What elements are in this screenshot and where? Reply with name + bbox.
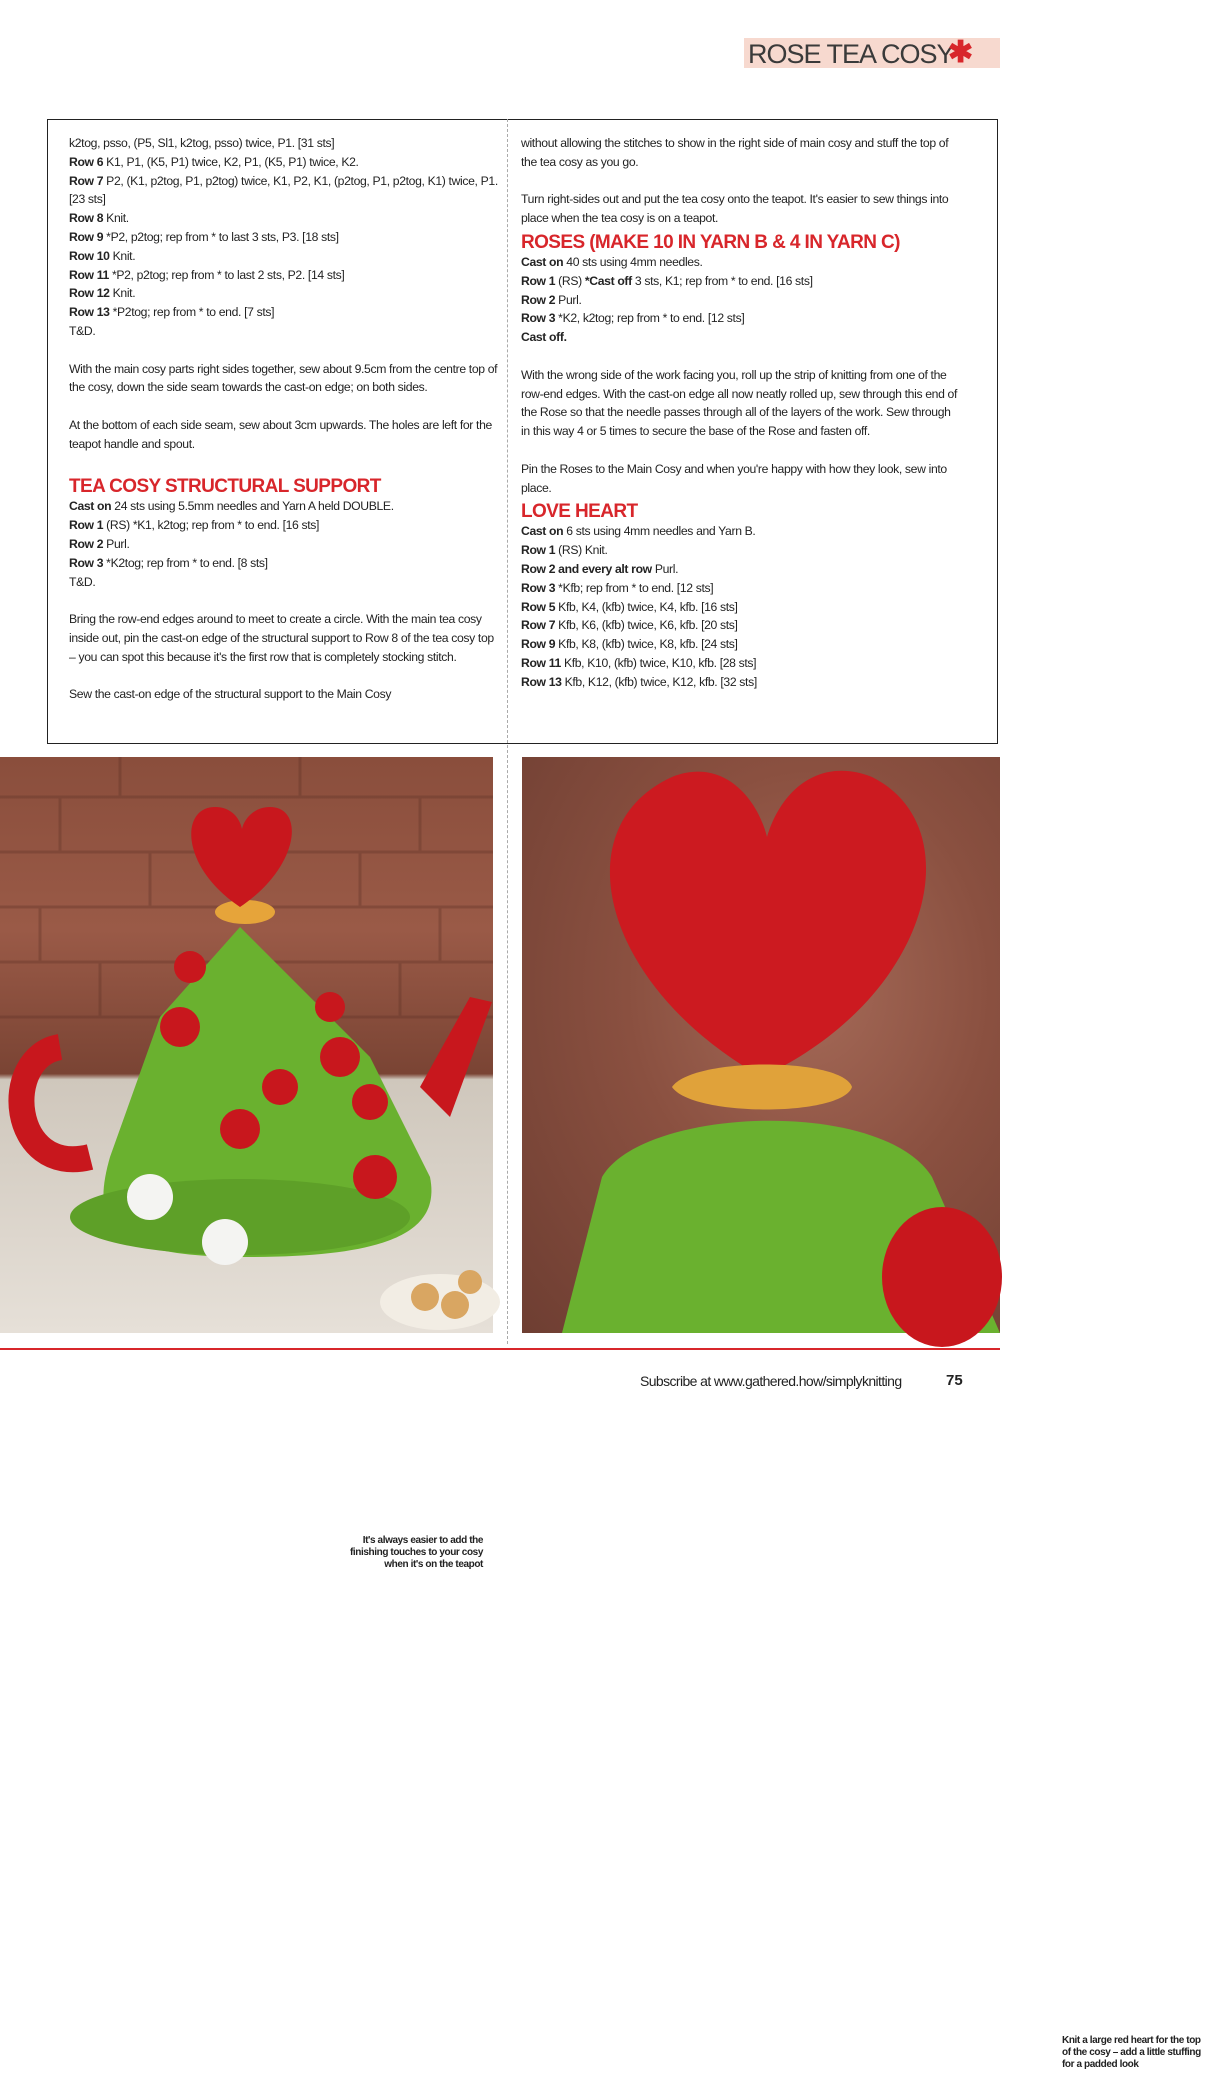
pattern-row <box>521 272 961 291</box>
row-label: Row 3 <box>521 311 556 326</box>
instruction-text: T&D. <box>69 323 96 338</box>
row-label: Row 9 <box>521 637 556 652</box>
row-text: 3 sts, K1; rep from * to end. [16 sts] <box>631 273 813 288</box>
header-banner <box>744 38 1000 68</box>
row-text: Kfb, K6, (kfb) twice, K6, kfb. [20 sts] <box>555 618 738 633</box>
row-text: (RS) *K1, k2tog; rep from * to end. [16 sts] <box>103 518 320 533</box>
row-text: 6 sts using 4mm needles and Yarn B. <box>563 524 756 539</box>
instruction-text: Bring the row-end edges around to meet to create a circle. With the main tea cosy inside out, pin the cast-on edge of the structural support to Row 8 of the tea cosy top – you can spot this because it's the first row that is completely stocking stitch. <box>69 612 494 664</box>
pattern-row <box>521 328 961 347</box>
row-text: *P2tog; rep from * to end. [7 sts] <box>109 305 275 320</box>
subscribe-text: Subscribe at www.gathered.how/simplyknitting <box>640 1373 902 1389</box>
pattern-row <box>69 497 499 516</box>
left-column <box>69 134 499 704</box>
pattern-row <box>521 654 961 673</box>
row-label: Row 7 <box>69 173 104 188</box>
row-label: Cast on <box>521 524 564 539</box>
section-heading: TEA COSY STRUCTURAL SUPPORT <box>69 476 381 498</box>
row-text: Kfb, K4, (kfb) twice, K4, kfb. [16 sts] <box>555 599 738 614</box>
row-text: Kfb, K10, (kfb) twice, K10, kfb. [28 sts] <box>560 655 757 670</box>
column-divider <box>507 119 508 1344</box>
pattern-row <box>69 535 499 554</box>
row-label: Row 7 <box>521 618 556 633</box>
instruction-text: Pin the Roses to the Main Cosy and when you're happy with how they look, sew into place. <box>521 461 947 495</box>
pattern-row <box>69 266 499 285</box>
row-text: Purl. <box>651 561 679 576</box>
pattern-row <box>521 673 961 692</box>
paragraph-gap <box>69 341 499 360</box>
row-label: Row 9 <box>69 229 104 244</box>
row-label: Row 12 <box>69 286 110 301</box>
row-text: Kfb, K8, (kfb) twice, K8, kfb. [24 sts] <box>555 637 738 652</box>
row-label: Row 2 <box>521 292 556 307</box>
row-text: (RS) <box>555 273 585 288</box>
row-text: Kfb, K12, (kfb) twice, K12, kfb. [32 sts] <box>561 674 757 689</box>
pattern-row <box>69 153 499 172</box>
instruction-text: without allowing the stitches to show in the right side of main cosy and stuff the top of the tea cosy as you go. <box>521 136 949 169</box>
section-heading: ROSES (MAKE 10 IN YARN B & 4 IN YARN C) <box>521 231 900 253</box>
row-label: Row 2 <box>69 536 104 551</box>
pattern-row <box>521 522 961 541</box>
row-text: K1, P1, (K5, P1) twice, K2, P1, (K5, P1) twice, K2. <box>103 154 359 169</box>
row-label: Row 3 <box>69 555 104 570</box>
row-label: Row 13 <box>521 674 562 689</box>
photo-caption-teapot: It's always easier to add the finishing touches to your cosy when it's on the teapot <box>330 1532 488 1574</box>
footer-rule <box>0 1348 1000 1350</box>
row-label: Cast off. <box>521 330 567 345</box>
pattern-row <box>69 228 499 247</box>
instruction-text: Sew the cast-on edge of the structural support to the Main Cosy <box>69 687 392 702</box>
pattern-row <box>69 554 499 573</box>
row-label: Row 6 <box>69 154 104 169</box>
row-label: Row 2 and every alt row <box>521 561 652 576</box>
pattern-row <box>521 560 961 579</box>
pattern-row <box>69 209 499 228</box>
row-text: *P2, p2tog; rep from * to last 2 sts, P2. [14 sts] <box>108 267 345 282</box>
pattern-row <box>69 303 499 322</box>
row-text: (RS) Knit. <box>555 543 608 558</box>
pattern-row <box>521 598 961 617</box>
row-label: *Cast off <box>584 273 632 288</box>
row-label: Row 10 <box>69 248 110 263</box>
row-text: Knit. <box>103 211 129 226</box>
pattern-row <box>521 616 961 635</box>
paragraph-gap <box>69 397 499 416</box>
pattern-text-box <box>47 119 998 744</box>
row-text: 24 sts using 5.5mm needles and Yarn A held DOUBLE. <box>111 499 394 514</box>
row-text: 40 sts using 4mm needles. <box>563 254 703 269</box>
teapot-photo <box>0 757 493 1570</box>
right-column <box>521 134 961 692</box>
row-label: Cast on <box>521 254 564 269</box>
instruction-text: k2tog, psso, (P5, Sl1, k2tog, psso) twice, P1. [31 sts] <box>69 136 335 150</box>
paragraph-gap <box>521 441 961 460</box>
row-label: Row 5 <box>521 599 556 614</box>
teapot-illustration <box>0 757 493 1333</box>
pattern-row <box>521 253 961 272</box>
pattern-row <box>69 284 499 303</box>
star-icon: ✱ <box>948 36 974 69</box>
row-text: *P2, p2tog; rep from * to last 3 sts, P3. [18 sts] <box>103 229 339 244</box>
pattern-row <box>521 579 961 598</box>
section-heading: LOVE HEART <box>521 501 638 523</box>
paragraph-gap <box>69 667 499 686</box>
row-label: Row 1 <box>521 543 556 558</box>
row-text: *Kfb; rep from * to end. [12 sts] <box>555 580 714 595</box>
row-text: P2, (K1, p2tog, P1, p2tog) twice, K1, P2, K1, (p2tog, P1, p2tog, K1) twice, P1. [23 sts] <box>69 173 498 207</box>
instruction-text: Turn right-sides out and put the tea cosy onto the teapot. It's easier to sew things into place when the tea cosy is on a teapot. <box>521 192 949 226</box>
row-text: Knit. <box>109 286 136 301</box>
paragraph-gap <box>521 172 961 191</box>
row-text: Purl. <box>555 292 582 307</box>
photo-caption-heart: Knit a large red heart for the top of the cosy – add a little stuffing for a padded look <box>1057 2032 1213 2074</box>
pattern-row <box>521 291 961 310</box>
paragraph-gap <box>69 591 499 610</box>
row-text: *K2tog; rep from * to end. [8 sts] <box>103 555 268 570</box>
row-label: Row 11 <box>69 267 109 282</box>
row-label: Row 1 <box>521 273 556 288</box>
row-text: Knit. <box>109 248 136 263</box>
instruction-text: At the bottom of each side seam, sew about 3cm upwards. The holes are left for the teapot handle and spout. <box>69 417 492 451</box>
row-label: Row 13 <box>69 305 110 320</box>
row-label: Row 8 <box>69 211 104 226</box>
page-title: ROSE TEA COSY <box>748 39 954 69</box>
row-label: Row 11 <box>521 655 561 670</box>
pattern-row <box>521 541 961 560</box>
pattern-row <box>69 172 499 210</box>
paragraph-gap <box>521 347 961 366</box>
instruction-text: With the wrong side of the work facing you, roll up the strip of knitting from one of the row-end edges. With the cast-on edge all now neatly rolled up, sew through this end of the Rose so that the needle passes through all of the layers of the work. Sew through in this way 4 or 5 times to secure the base of the Rose and fasten off. <box>521 367 958 439</box>
pattern-row <box>69 516 499 535</box>
page-number: 75 <box>946 1372 963 1389</box>
row-text: *K2, k2tog; rep from * to end. [12 sts] <box>555 311 745 326</box>
row-text: Purl. <box>103 536 130 551</box>
instruction-text: With the main cosy parts right sides together, sew about 9.5cm from the centre top of the cosy, down the side seam towards the cast-on edge; on both sides. <box>69 361 498 395</box>
heart-illustration <box>522 757 1000 1333</box>
pattern-row <box>69 247 499 266</box>
paragraph-gap <box>69 454 499 473</box>
row-label: Row 3 <box>521 580 556 595</box>
row-label: Cast on <box>69 499 112 514</box>
instruction-text: T&D. <box>69 574 96 589</box>
row-label: Row 1 <box>69 518 104 533</box>
pattern-row <box>521 309 961 328</box>
pattern-row <box>521 635 961 654</box>
